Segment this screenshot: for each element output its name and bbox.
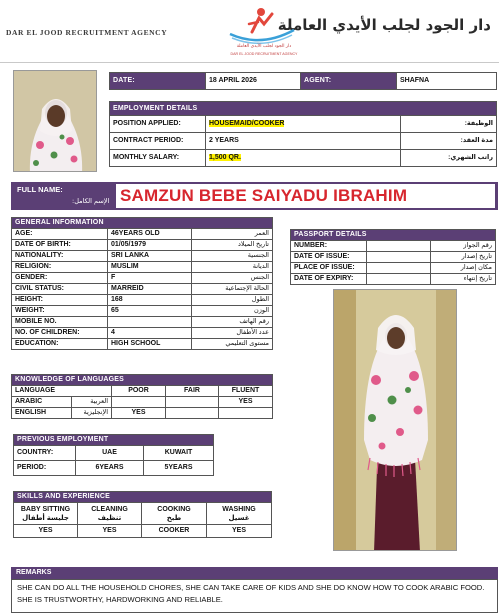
general-label-ar: الحالة الإجتماعية bbox=[192, 284, 273, 295]
passport-label: PLACE OF ISSUE: bbox=[291, 263, 367, 274]
passport-row-number bbox=[291, 241, 496, 252]
general-label: EDUCATION: bbox=[12, 339, 108, 350]
passport-label-ar: رقم الجواز bbox=[431, 241, 496, 252]
passport-value bbox=[367, 263, 431, 274]
skill-cooking bbox=[142, 503, 207, 525]
previous-period: 5YEARS bbox=[144, 461, 214, 476]
general-row-height bbox=[12, 295, 273, 306]
skill-name-ar: غسيل bbox=[228, 514, 250, 522]
date-agent-table bbox=[109, 72, 497, 90]
language-name: ENGLISH bbox=[12, 408, 72, 419]
general-label-ar: الوزن bbox=[192, 306, 273, 317]
full-body-photo bbox=[333, 289, 457, 551]
language-fluent bbox=[219, 408, 273, 419]
employment-details-table bbox=[109, 101, 497, 167]
general-label: CIVIL STATUS: bbox=[12, 284, 108, 295]
passport-details-title: PASSPORT DETAILS bbox=[291, 230, 496, 241]
position-value: HOUSEMAID/COOKER bbox=[209, 120, 285, 127]
skill-name: BABY SITTING bbox=[20, 505, 71, 513]
general-row-age bbox=[12, 229, 273, 240]
general-row-education bbox=[12, 339, 273, 350]
general-label: DATE OF BIRTH: bbox=[12, 240, 108, 251]
general-row-religion bbox=[12, 262, 273, 273]
general-label: HEIGHT: bbox=[12, 295, 108, 306]
general-information-table bbox=[11, 217, 273, 350]
language-fair bbox=[166, 397, 219, 408]
agent-label: AGENT: bbox=[301, 73, 397, 90]
remarks-title: REMARKS bbox=[11, 567, 498, 579]
skill-name: COOKING bbox=[157, 505, 191, 513]
passport-label-ar: تاريخ إصدار bbox=[431, 252, 496, 263]
general-information-title: GENERAL INFORMATION bbox=[12, 218, 273, 229]
general-label: NO. OF CHILDREN: bbox=[12, 328, 108, 339]
position-label-ar: الوظيفة: bbox=[401, 116, 497, 133]
skill-name: WASHING bbox=[222, 505, 256, 513]
language-poor: YES bbox=[112, 408, 166, 419]
general-row-dob bbox=[12, 240, 273, 251]
contract-label-ar: مدة العقد: bbox=[401, 133, 497, 150]
passport-row-issue-place bbox=[291, 263, 496, 274]
language-name-ar: الإنجليزية bbox=[72, 408, 112, 419]
language-poor bbox=[112, 397, 166, 408]
salary-value: 1,500 QR. bbox=[209, 154, 241, 161]
general-label-ar: الجنسية bbox=[192, 251, 273, 262]
language-fluent: YES bbox=[219, 397, 273, 408]
general-row-civil-status bbox=[12, 284, 273, 295]
previous-country: UAE bbox=[76, 446, 144, 461]
full-name-label: FULL NAME: bbox=[17, 185, 63, 194]
period-label: PERIOD: bbox=[14, 461, 76, 476]
general-label-ar: عدد الأطفال bbox=[192, 328, 273, 339]
languages-table bbox=[11, 374, 273, 419]
agent-value: SHAFNA bbox=[397, 73, 497, 90]
general-value: 168 bbox=[108, 295, 192, 306]
general-value: MARREID bbox=[108, 284, 192, 295]
general-row-nationality bbox=[12, 251, 273, 262]
full-name-value: SAMZUN BEBE SAIYADU IBRAHIM bbox=[116, 184, 495, 208]
passport-value bbox=[367, 274, 431, 285]
passport-label: DATE OF EXPIRY: bbox=[291, 274, 367, 285]
general-value: MUSLIM bbox=[108, 262, 192, 273]
general-label-ar: العمر bbox=[192, 229, 273, 240]
general-row-gender bbox=[12, 273, 273, 284]
passport-row-expiry bbox=[291, 274, 496, 285]
passport-label-ar: مكان إصدار bbox=[431, 263, 496, 274]
previous-employment-title: PREVIOUS EMPLOYMENT bbox=[14, 435, 214, 446]
language-row-english bbox=[12, 408, 273, 419]
full-name-label-ar: الإسم الكامل: bbox=[72, 197, 110, 205]
skills-title: SKILLS AND EXPERIENCE bbox=[14, 492, 272, 503]
languages-col-language: LANGUAGE bbox=[12, 386, 112, 397]
agency-name-en: DAR EL JOOD RECRUITMENT AGENCY bbox=[6, 28, 168, 37]
previous-period: 6YEARS bbox=[76, 461, 144, 476]
language-row-arabic bbox=[12, 397, 273, 408]
skill-value: YES bbox=[78, 525, 142, 538]
country-label: COUNTRY: bbox=[14, 446, 76, 461]
general-label-ar: مستوى التعليمي bbox=[192, 339, 273, 350]
employment-details-title: EMPLOYMENT DETAILS bbox=[110, 102, 497, 116]
skill-washing bbox=[207, 503, 272, 525]
skill-name-ar: جليسة أطفال bbox=[22, 514, 69, 522]
languages-col-poor: POOR bbox=[112, 386, 166, 397]
agency-name-ar: دار الجود لجلب الأيدي العاملة bbox=[277, 16, 491, 34]
passport-label: DATE OF ISSUE: bbox=[291, 252, 367, 263]
language-name: ARABIC bbox=[12, 397, 72, 408]
date-value: 18 APRIL 2026 bbox=[206, 73, 301, 90]
languages-col-fair: FAIR bbox=[166, 386, 219, 397]
contract-label: CONTRACT PERIOD: bbox=[110, 133, 206, 150]
general-value: 4 bbox=[108, 328, 192, 339]
general-value bbox=[108, 317, 192, 328]
general-value: HIGH SCHOOL bbox=[108, 339, 192, 350]
general-label-ar: الجنس bbox=[192, 273, 273, 284]
language-fair bbox=[166, 408, 219, 419]
skill-name: CLEANING bbox=[91, 505, 128, 513]
passport-details-table bbox=[290, 229, 496, 285]
general-value: 65 bbox=[108, 306, 192, 317]
previous-employment-table bbox=[13, 434, 214, 476]
general-label: NATIONALITY: bbox=[12, 251, 108, 262]
general-label-ar: الطول bbox=[192, 295, 273, 306]
passport-row-issue-date bbox=[291, 252, 496, 263]
languages-title: KNOWLEDGE OF LANGUAGES bbox=[12, 375, 273, 386]
logo-text-ar: دار الجود لجلب الأيدي العاملة bbox=[236, 44, 292, 49]
general-label: RELIGION: bbox=[12, 262, 108, 273]
general-label: AGE: bbox=[12, 229, 108, 240]
salary-label: MONTHLY SALARY: bbox=[110, 150, 206, 167]
portrait-photo bbox=[13, 70, 97, 172]
language-name-ar: العربية bbox=[72, 397, 112, 408]
general-label: GENDER: bbox=[12, 273, 108, 284]
skills-table bbox=[13, 491, 272, 538]
position-label: POSITION APPLIED: bbox=[110, 116, 206, 133]
header-divider bbox=[0, 62, 499, 63]
general-label-ar: تاريخ الميلاد bbox=[192, 240, 273, 251]
contract-value: 2 YEARS bbox=[206, 133, 401, 150]
passport-value bbox=[367, 241, 431, 252]
general-label: WEIGHT: bbox=[12, 306, 108, 317]
skill-value: COOKER bbox=[142, 525, 207, 538]
skill-value: YES bbox=[207, 525, 272, 538]
skill-name-ar: طبخ bbox=[166, 514, 182, 522]
logo-text-en: DAR EL JOOD RECRUITMENT AGENCY bbox=[230, 52, 298, 56]
remarks-text: SHE CAN DO ALL THE HOUSEHOLD CHORES, SHE CAN TAKE CARE OF KIDS AND SHE DO KNOW HOW TO COOK ARABIC FOOD. SHE IS TRUSTWORTHY, HARDWORKING AND RELIABLE. bbox=[11, 579, 498, 613]
general-label-ar: الديانة bbox=[192, 262, 273, 273]
general-value: SRI LANKA bbox=[108, 251, 192, 262]
skill-baby-sitting bbox=[14, 503, 78, 525]
general-row-mobile bbox=[12, 317, 273, 328]
previous-country: KUWAIT bbox=[144, 446, 214, 461]
skill-value: YES bbox=[14, 525, 78, 538]
passport-value bbox=[367, 252, 431, 263]
general-value: 01/05/1979 bbox=[108, 240, 192, 251]
general-label: MOBILE NO. bbox=[12, 317, 108, 328]
general-label-ar: رقم الهاتف bbox=[192, 317, 273, 328]
passport-label: NUMBER: bbox=[291, 241, 367, 252]
general-value: F bbox=[108, 273, 192, 284]
salary-label-ar: راتب الشهري: bbox=[401, 150, 497, 167]
date-label: DATE: bbox=[110, 73, 206, 90]
languages-col-fluent: FLUENT bbox=[219, 386, 273, 397]
general-row-weight bbox=[12, 306, 273, 317]
passport-label-ar: تاريخ إنتهاء bbox=[431, 274, 496, 285]
general-value: 46YEARS OLD bbox=[108, 229, 192, 240]
skill-name-ar: تنظيف bbox=[97, 514, 122, 522]
skill-cleaning bbox=[78, 503, 142, 525]
general-row-children bbox=[12, 328, 273, 339]
